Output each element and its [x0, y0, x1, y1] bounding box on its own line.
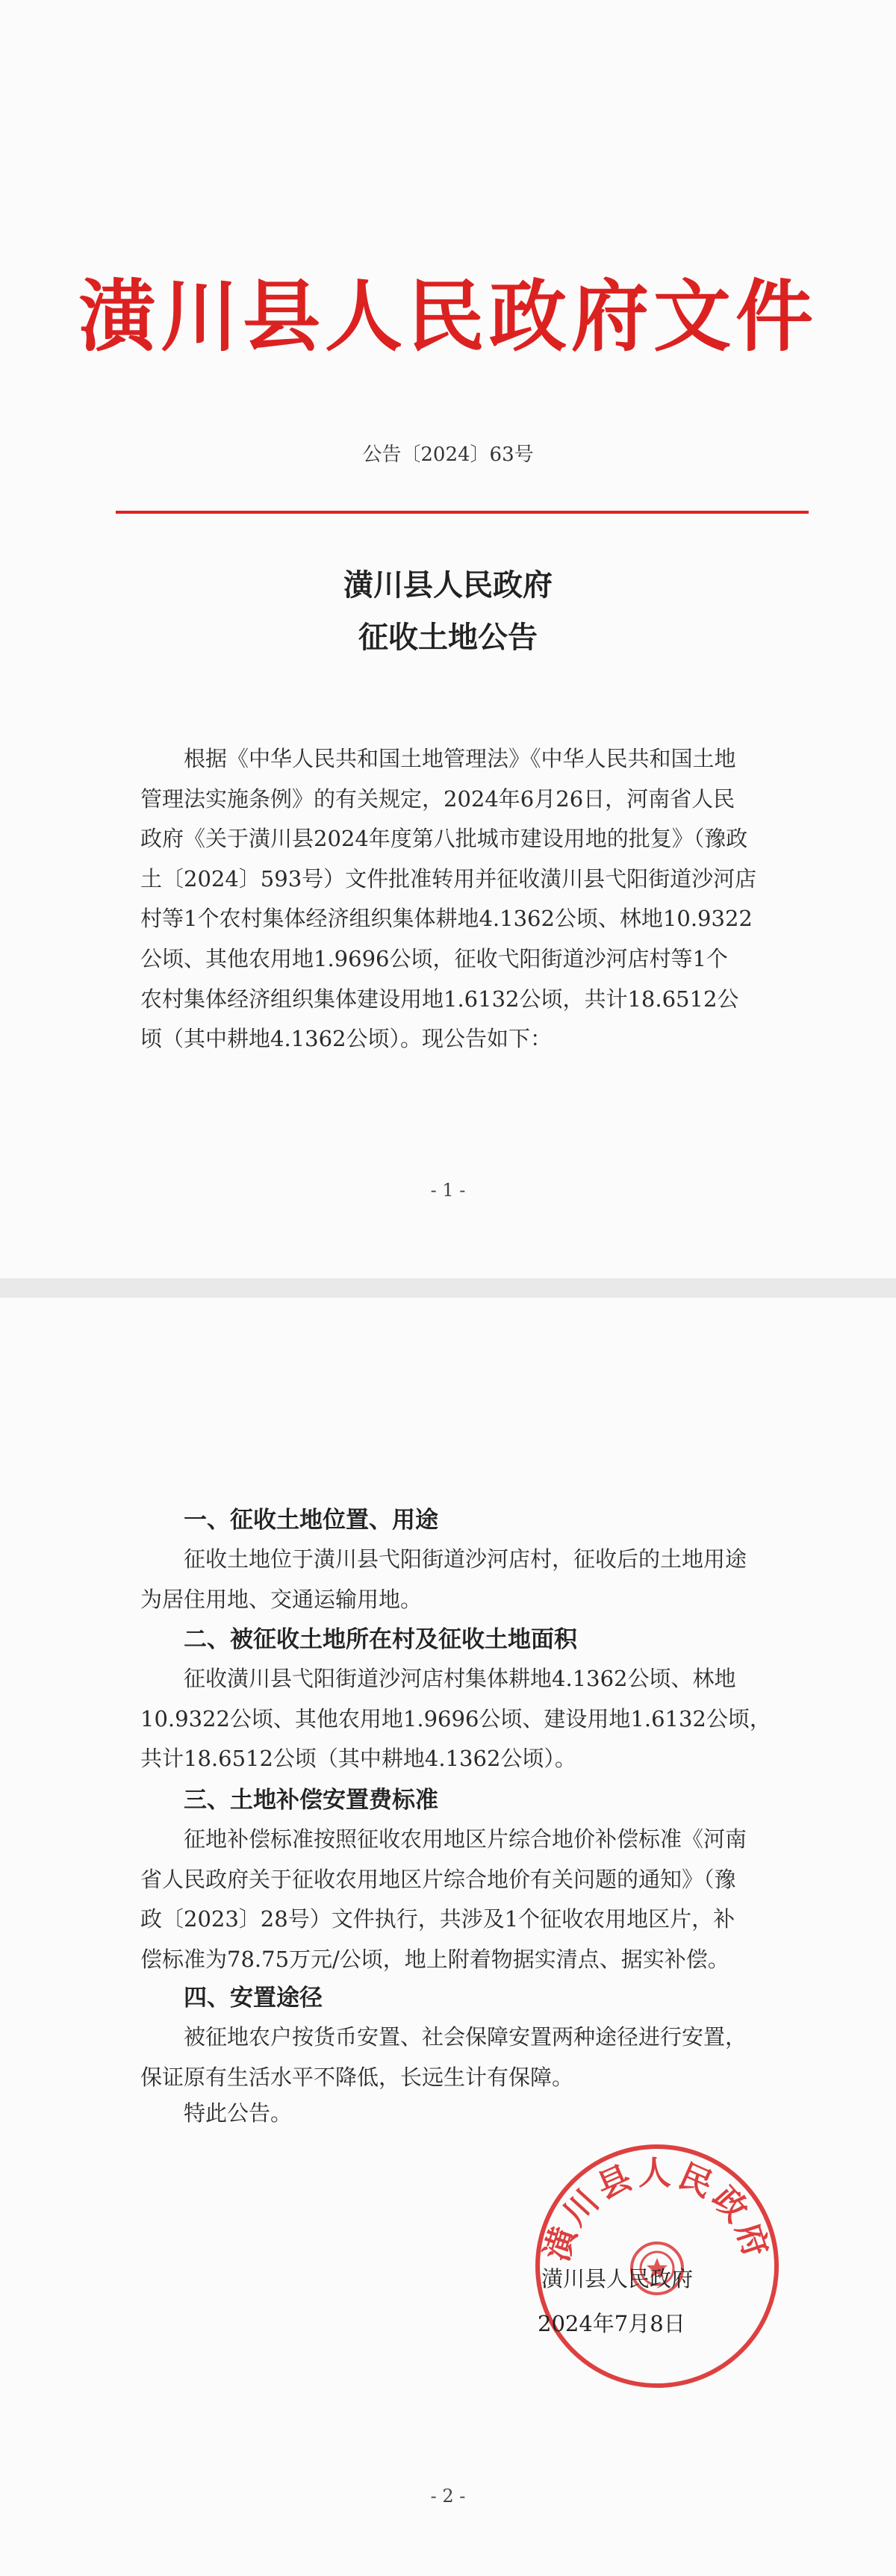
intro-line: 顷（其中耕地4.1362公顷）。现公告如下： — [140, 1026, 552, 1052]
section-heading-location: 一、征收土地位置、用途 — [184, 1507, 438, 1534]
section-line: 征地补偿标准按照征收农用地区片综合地价补偿标准《河南 — [184, 1826, 747, 1852]
section-body-location — [140, 1540, 760, 1620]
section-body-area — [140, 1659, 771, 1779]
section-line: 被征地农户按货币安置、社会保障安置两种途径进行安置， — [184, 2024, 747, 2050]
section-line: 政〔2023〕28号）文件执行，共涉及1个征收农用地区片，补 — [140, 1906, 735, 1932]
page-number: - 2 - — [430, 2486, 466, 2507]
signature-date: 2024年7月8日 — [538, 2311, 685, 2336]
intro-line: 根据《中华人民共和国土地管理法》《中华人民共和国土地 — [184, 746, 736, 771]
document-page-1 — [0, 0, 896, 1278]
section-line: 共计18.6512公顷（其中耕地4.1362公顷）。 — [140, 1746, 576, 1772]
section-line: 征收土地位于潢川县弋阳街道沙河店村，征收后的土地用途 — [184, 1546, 747, 1572]
section-line: 10.9322公顷、其他农用地1.9696公顷、建设用地1.6132公顷， — [140, 1705, 771, 1732]
section-heading-area: 二、被征收土地所在村及征收土地面积 — [184, 1626, 577, 1653]
section-line: 偿标准为78.75万元/公顷，地上附着物据实清点、据实补偿。 — [140, 1946, 729, 1972]
document-header-title: 潢川县人民政府文件 — [78, 270, 818, 362]
notice-subject-title: 征收土地公告 — [358, 620, 538, 655]
section-line: 省人民政府关于征收农用地区片综合地价有关问题的通知》（豫 — [140, 1866, 736, 1892]
svg-text:潢川县人民政府: 潢川县人民政府 — [538, 2154, 777, 2266]
closing-remark: 特此公告。 — [184, 2100, 293, 2126]
red-divider-rule — [116, 511, 809, 514]
section-line: 为居住用地、交通运输用地。 — [140, 1586, 423, 1612]
page-number: - 1 - — [430, 1180, 466, 1201]
document-number: 公告〔2024〕63号 — [362, 444, 534, 466]
section-heading-compensation: 三、土地补偿安置费标准 — [184, 1787, 438, 1814]
intro-paragraph — [140, 739, 760, 1060]
section-body-resettlement — [140, 2017, 760, 2097]
section-heading-resettlement: 四、安置途径 — [184, 1985, 323, 2012]
signature-issuer: 潢川县人民政府 — [541, 2266, 694, 2292]
intro-line: 农村集体经济组织集体建设用地1.6132公顷，共计18.6512公 — [140, 986, 739, 1012]
intro-line: 村等1个农村集体经济组织集体耕地4.1362公顷、林地10.9322 — [140, 906, 753, 932]
section-line: 保证原有生活水平不降低，长远生计有保障。 — [140, 2064, 574, 2090]
section-body-compensation — [140, 1820, 760, 1979]
intro-line: 管理法实施条例》的有关规定，2024年6月26日，河南省人民 — [140, 785, 735, 812]
notice-issuer-title: 潢川县人民政府 — [343, 567, 553, 603]
intro-line: 政府《关于潢川县2024年度第八批城市建设用地的批复》（豫政 — [140, 826, 748, 852]
section-line: 征收潢川县弋阳街道沙河店村集体耕地4.1362公顷、林地 — [184, 1666, 736, 1691]
intro-line: 土〔2024〕593号）文件批准转用并征收潢川县弋阳街道沙河店 — [140, 865, 757, 892]
intro-line: 公顷、其他农用地1.9696公顷，征收弋阳街道沙河店村等1个 — [140, 945, 728, 971]
